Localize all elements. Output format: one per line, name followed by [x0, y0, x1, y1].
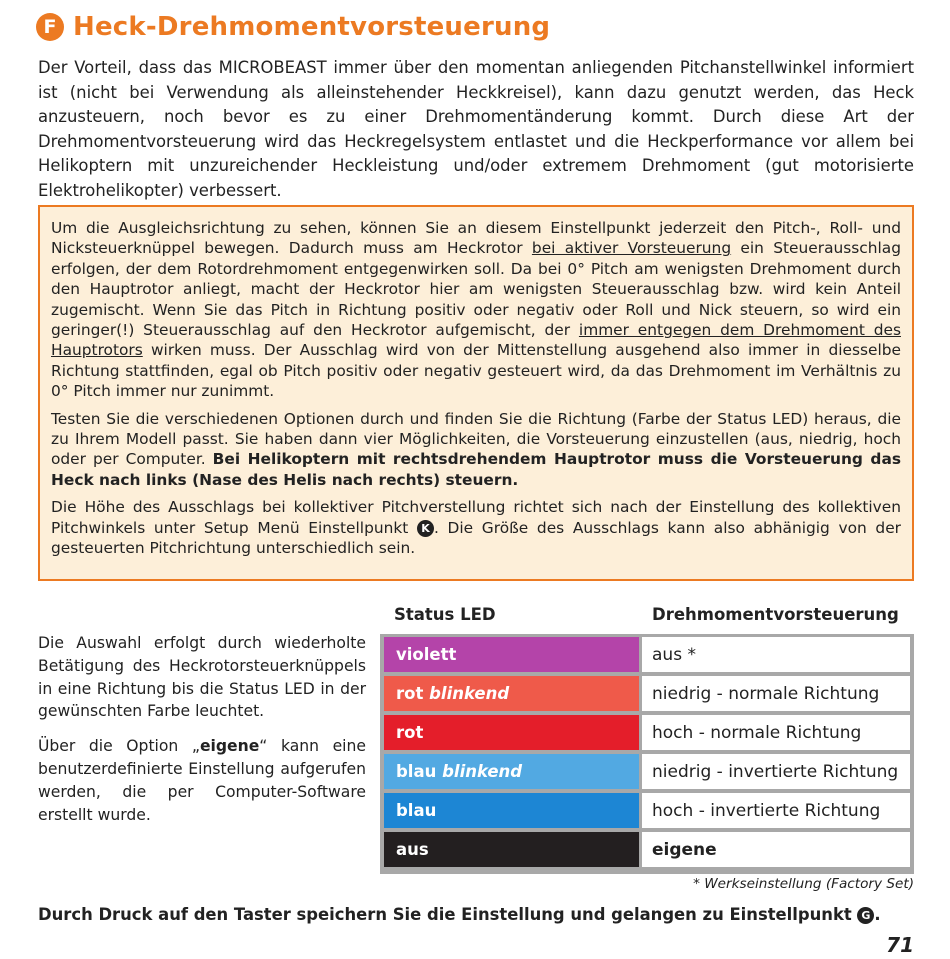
setting-cell: aus * [642, 637, 910, 672]
info-p2-text: Testen Sie die verschiedenen Optionen durch und finden Sie die Richtung (Farbe der Status LED) heraus, die zu Ihrem Modell passt. Sie haben dann vier Möglichkeiten, die Vorsteuerung einzustellen (aus, niedrig, hoch oder per Computer. [51, 409, 901, 469]
save-instruction [38, 905, 881, 924]
table-row [382, 831, 912, 868]
info-paragraph-1 [51, 218, 901, 402]
factory-setting-footnote: * Werkseinstellung (Factory Set) [693, 876, 914, 892]
led-color-cell [384, 793, 639, 828]
led-color-cell [384, 637, 639, 672]
save-text-end: . [874, 905, 881, 924]
table-row [382, 675, 912, 712]
setting-cell: niedrig - invertierte Richtung [642, 754, 910, 789]
selection-description [38, 632, 366, 838]
led-color-label: rot [396, 723, 424, 742]
setting-cell: hoch - invertierte Richtung [642, 793, 910, 828]
led-blink-label: blinkend [442, 762, 523, 781]
info-p2-bold: Bei Helikoptern mit rechtsdrehendem Hauptrotor muss die Vorsteuerung das Heck nach links (Nase des Helis nach rechts) steuern. [51, 450, 901, 489]
section-letter-badge: F [36, 13, 64, 41]
setup-point-k-badge: K [417, 520, 434, 537]
led-color-label: violett [396, 645, 457, 664]
led-settings-table [380, 634, 914, 874]
info-paragraph-2 [51, 409, 901, 491]
table-row [382, 792, 912, 829]
led-color-label: blau [396, 762, 437, 781]
table-row [382, 753, 912, 790]
info-p3-text-a: Die Höhe des Ausschlags bei kollektiver Pitchverstellung richtet sich nach der Einstellung des kollektiven Pitchwinkels unter Setup Menü Einstellpunkt [51, 498, 901, 537]
led-color-label: rot [396, 684, 424, 703]
led-color-cell [384, 676, 639, 711]
setting-cell: eigene [642, 832, 910, 867]
selection-paragraph: Die Auswahl erfolgt durch wiederholte Betätigung des Heckrotorsteuerknüppels in eine Richtung bis die Status LED in der gewünschten Farbe leuchtet. [38, 634, 366, 721]
page-number: 71 [886, 933, 914, 957]
info-p1-text-c: wirken muss. Der Ausschlag wird von der Mittenstellung ausgehend also immer in diesselbe Richtung stattfinden, egal ob Pitch positiv oder negativ gesteuert wird, da das Drehmoment im Verhältnis zu 0° Pitch immer nur zunimmt. [51, 341, 901, 401]
table-row [382, 714, 912, 751]
info-p1-text-b: ein Steuerausschlag erfolgen, der dem Rotordrehmoment entgegenwirken soll. Da bei 0° Pitch am wenigsten Drehmoment durch den Hauptrotor anliegt, macht der Heckrotor hier am wenigsten Steuerausschlag bzw. wird kein Anteil zugemischt. Wenn Sie das Pitch in Richtung positiv oder negativ oder Roll und Nick steuern, so wird ein geringer(!) Steuerausschlag auf den Heckrotor aufgemischt, der [51, 239, 901, 340]
table-row [382, 636, 912, 673]
led-color-cell [384, 754, 639, 789]
led-blink-label: blinkend [429, 684, 510, 703]
save-text: Durch Druck auf den Taster speichern Sie die Einstellung und gelangen zu Einstellpunkt [38, 905, 858, 924]
custom-option-paragraph [38, 735, 366, 826]
info-p3-text-b: . Die Größe des Ausschlags kann also abhänigig von der gesteuerten Pitchrichtung unterschiedlich sein. [51, 518, 901, 558]
info-p1-underlined-2: immer entgegen dem Drehmoment des Hauptrotors [51, 321, 901, 360]
led-color-cell [384, 715, 639, 750]
intro-paragraph [38, 56, 914, 204]
info-p1-underlined-1: bei aktiver Vorsteuerung [531, 239, 732, 258]
setting-cell: hoch - normale Richtung [642, 715, 910, 750]
section-title: Heck-Drehmomentvorsteuerung [73, 12, 551, 42]
custom-option-name: eigene [199, 737, 260, 756]
custom-text-a: Über die Option „ [38, 737, 200, 756]
info-p1-text-a: Um die Ausgleichsrichtung zu sehen, können Sie an diesem Einstellpunkt jederzeit den Pitch-, Roll- und Nicksteuerknüppel bewegen. Dadurch muss am Heckrotor [51, 219, 901, 258]
column-header-setting: Drehmomentvorsteuerung [652, 605, 899, 624]
info-box [38, 205, 914, 581]
setup-point-g-badge: G [857, 907, 874, 924]
intro-text: Der Vorteil, dass das MICROBEAST immer über den momentan anliegenden Pitchanstellwinkel informiert ist (nicht bei Verwendung als alleinstehender Heckkreisel), kann dazu genutzt werden, das Heck anzusteuern, noch bevor es zu einer Drehmomentänderung kommt. Durch diese Art der Drehmomentvorsteuerung wird das Heckregelsystem entlastet und die Heckperformance vor allem bei Helikoptern mit unzureichender Heckleistung und/oder extremem Drehmoment (gut motorisierte Elektrohelikopter) verbessert. [38, 58, 914, 200]
custom-text-b: “ kann eine benutzerdefinierte Einstellung aufgerufen werden, die per Computer-Software erstellt wurde. [38, 737, 366, 824]
led-color-label: aus [396, 840, 429, 859]
column-header-status-led: Status LED [394, 605, 496, 624]
led-color-label: blau [396, 801, 437, 820]
section-heading [36, 12, 550, 42]
led-color-cell [384, 832, 639, 867]
setting-cell: niedrig - normale Richtung [642, 676, 910, 711]
info-paragraph-3 [51, 497, 901, 558]
